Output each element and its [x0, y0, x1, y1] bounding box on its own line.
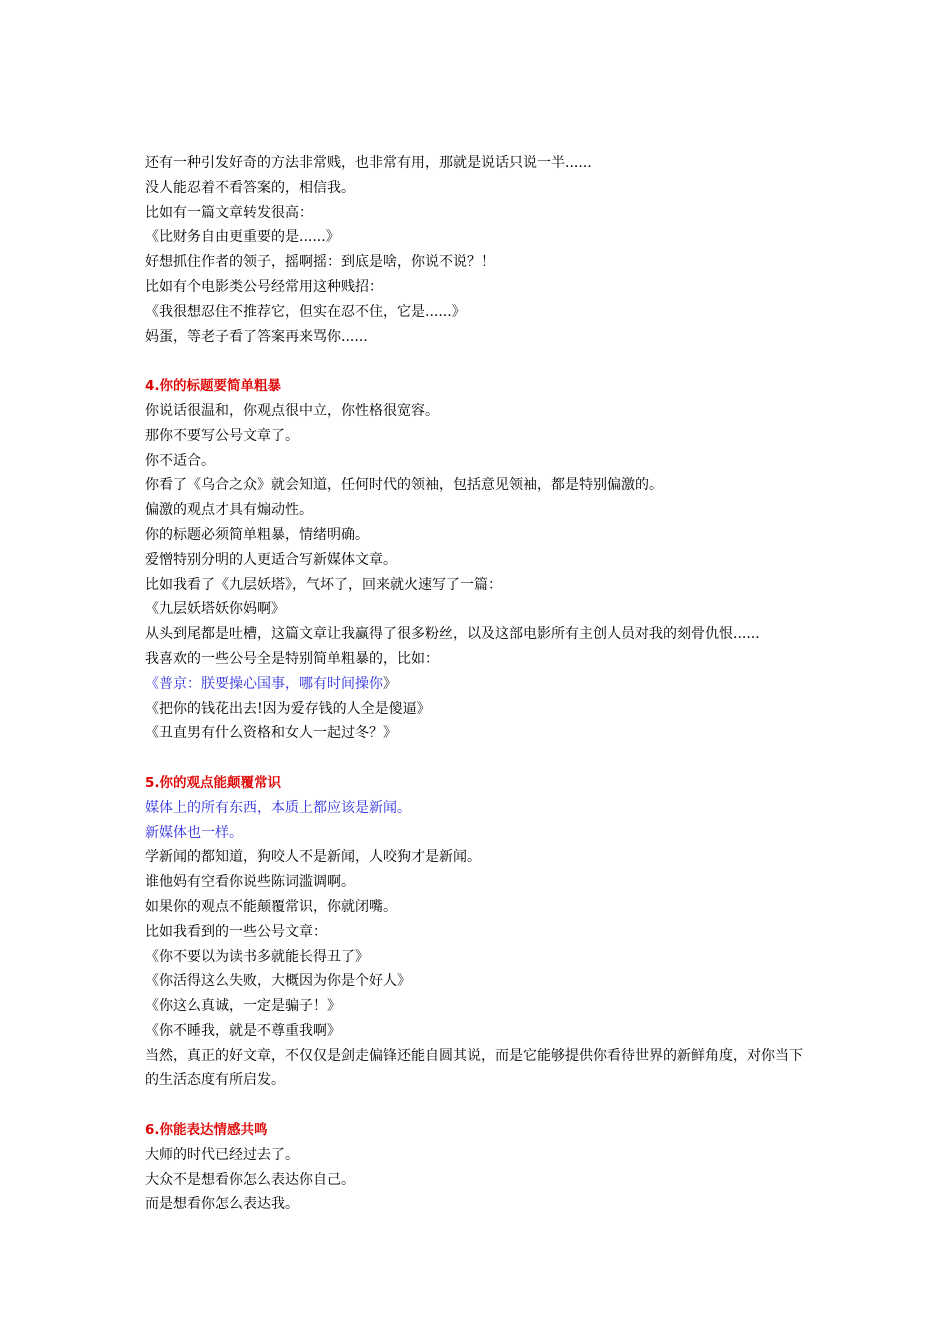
paragraph-line: 你看了《乌合之众》就会知道，任何时代的领袖，包括意见领袖，都是特别偏激的。: [145, 477, 663, 494]
paragraph-line: 你说话很温和，你观点很中立，你性格很宽容。: [145, 402, 439, 419]
example-close-bracket: 》: [383, 675, 397, 692]
paragraph-line: 大师的时代已经过去了。: [145, 1146, 299, 1163]
paragraph-line: 好想抓住作者的领子，摇啊摇：到底是啥，你说不说？！: [145, 254, 495, 271]
highlighted-line: 新媒体也一样。: [145, 824, 243, 841]
paragraph-line: 如果你的观点不能颠覆常识，你就闭嘴。: [145, 898, 397, 915]
example-title: 《你不睡我，就是不尊重我啊》: [145, 1022, 341, 1039]
section-heading: 6.你能表达情感共鸣: [145, 1122, 268, 1139]
section-5: [145, 771, 825, 1093]
spacer: [145, 349, 825, 374]
paragraph-line: 爱憎特别分明的人更适合写新媒体文章。: [145, 551, 397, 568]
paragraph-line: 而是想看你怎么表达我。: [145, 1196, 299, 1213]
example-title: 《九层妖塔妖你妈啊》: [145, 601, 285, 618]
paragraph-line: 妈蛋，等老子看了答案再来骂你......: [145, 328, 368, 345]
spacer: [145, 746, 825, 771]
paragraph-line: 大众不是想看你怎么表达你自己。: [145, 1171, 355, 1188]
section-4: [145, 374, 825, 746]
example-title: 《你这么真诚，一定是骗子！》: [145, 998, 341, 1015]
paragraph-line: 比如有个电影类公号经常用这种贱招：: [145, 278, 383, 295]
paragraph-line: 没人能忍着不看答案的，相信我。: [145, 179, 355, 196]
spacer: [145, 1093, 825, 1118]
paragraph-line: 学新闻的都知道，狗咬人不是新闻，人咬狗才是新闻。: [145, 849, 481, 866]
example-title: [145, 672, 825, 697]
section-heading: 4.你的标题要简单粗暴: [145, 378, 282, 395]
paragraph-line: 从头到尾都是吐槽，这篇文章让我赢得了很多粉丝，以及这部电影所有主创人员对我的刻骨仇恨......: [145, 626, 760, 643]
paragraph-line: 你不适合。: [145, 452, 215, 469]
example-title: 《丑直男有什么资格和女人一起过冬？》: [145, 725, 397, 742]
paragraph-line: 比如有一篇文章转发很高：: [145, 204, 313, 221]
highlighted-line: 媒体上的所有东西，本质上都应该是新闻。: [145, 799, 411, 816]
closing-paragraph: 当然，真正的好文章，不仅仅是剑走偏锋还能自圆其说，而是它能够提供你看待世界的新鲜角度，对你当下的生活态度有所启发。: [145, 1047, 803, 1089]
paragraph-line: 你的标题必须简单粗暴，情绪明确。: [145, 526, 369, 543]
paragraph-line: 还有一种引发好奇的方法非常贱，也非常有用，那就是说话只说一半......: [145, 155, 592, 171]
paragraph-line: 偏激的观点才具有煽动性。: [145, 502, 313, 519]
paragraph-line: 比如我看到的一些公号文章：: [145, 923, 327, 940]
example-open-bracket: 《普京：: [145, 675, 201, 692]
example-title: 《你活得这么失败，大概因为你是个好人》: [145, 973, 411, 990]
document-page: [145, 151, 825, 1217]
paragraph-line: 比如我看了《九层妖塔》，气坏了，回来就火速写了一篇：: [145, 576, 502, 593]
section-heading: 5.你的观点能颠覆常识: [145, 774, 282, 791]
example-title: 《比财务自由更重要的是......》: [145, 229, 340, 246]
paragraph-line: 那你不要写公号文章了。: [145, 427, 299, 444]
article-link[interactable]: 朕要操心国事，哪有时间操你: [201, 675, 383, 692]
section-6: [145, 1118, 825, 1217]
intro-section: [145, 151, 825, 349]
example-title: 《我很想忍住不推荐它，但实在忍不住，它是......》: [145, 303, 466, 320]
example-title: 《把你的钱花出去!因为爱存钱的人全是傻逼》: [145, 700, 431, 717]
example-title: 《你不要以为读书多就能长得丑了》: [145, 948, 369, 965]
paragraph-line: 谁他妈有空看你说些陈词滥调啊。: [145, 874, 355, 891]
paragraph-line: 我喜欢的一些公号全是特别简单粗暴的，比如：: [145, 650, 439, 667]
